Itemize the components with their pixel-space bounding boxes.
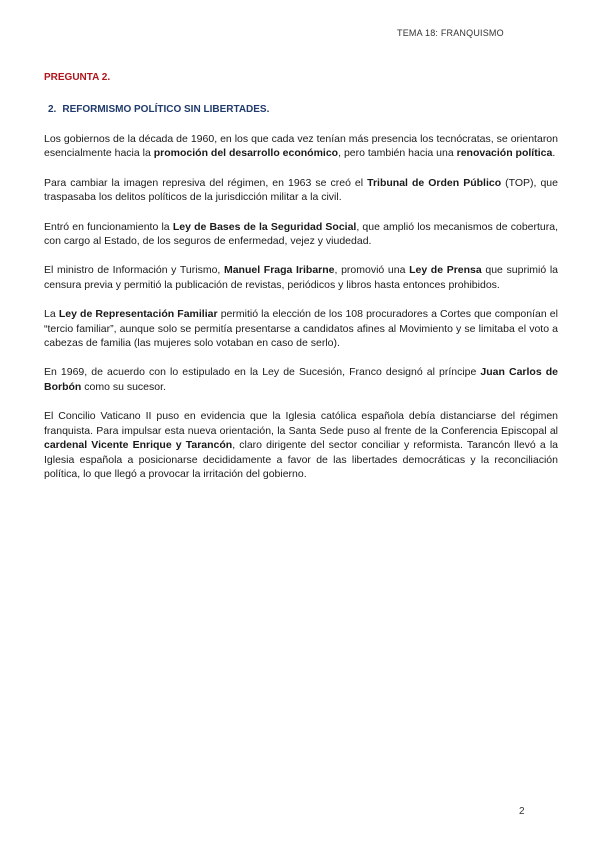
section-number: 2. (48, 104, 57, 115)
paragraph-representacion-familiar (44, 307, 558, 350)
bold-term: Ley de Prensa (409, 264, 482, 277)
text-run: El Concilio Vaticano II puso en evidencia que la Iglesia católica española debía distanciarse del régimen franquista. Para impulsar esta nueva orientación, la Santa Sede puso al frente de la Conferencia Episcopal al (44, 410, 558, 437)
text-run: que suprimió la censura previa y permitió la publicación de revistas, periódicos y libros hasta entonces prohibidos. (44, 264, 559, 291)
document-body (44, 132, 558, 496)
bold-term: Ley de Bases de la Seguridad Social (172, 220, 357, 233)
text-run: , pero también hacia una (338, 147, 457, 160)
paragraph-sucesion (44, 365, 558, 394)
text-run: , que amplió los mecanismos de cobertura, con cargo al Estado, de los seguros de enfermedad, vejez y viudedad. (44, 220, 559, 248)
section-heading (48, 104, 269, 115)
section-title: REFORMISMO POLÍTICO SIN LIBERTADES. (62, 104, 270, 115)
paragraph-seguridad-social (44, 220, 558, 249)
paragraph-desarrollo (44, 132, 558, 161)
text-run: (TOP), que traspasaba los delitos políticos de la jurisdicción militar a la civil. (44, 176, 558, 204)
text-run: . (552, 147, 556, 160)
bold-term: Manuel Fraga Iribarne (223, 264, 335, 277)
question-label: PREGUNTA 2. (44, 72, 111, 83)
text-run: Los gobiernos de la década de 1960, en los que cada vez tenían más presencia los tecnócratas, se orientaron esencialmente hacia la (44, 133, 558, 160)
text-run: El ministro de Información y Turismo, (44, 264, 224, 277)
bold-term: promoción del desarrollo económico (153, 147, 339, 160)
paragraph-top (44, 176, 558, 205)
page-number: 2 (519, 806, 525, 817)
page-header: TEMA 18: FRANQUISMO (397, 28, 504, 38)
bold-term: Tribunal de Orden Público (367, 176, 502, 189)
text-run: Para cambiar la imagen represiva del régimen, en 1963 se creó el (44, 176, 368, 189)
bold-term: Juan Carlos de Borbón (44, 366, 559, 393)
text-run: , promovió una (334, 264, 410, 277)
paragraph-ley-prensa (44, 263, 558, 292)
text-run: permitió la elección de los 108 procuradores a Cortes que componían el “tercio familiar”, aunque solo se permitía presentarse a candidatos afines al Movimiento y se limitaba el voto a cabezas de familia (las mujeres solo votaban en caso de serlo). (44, 308, 558, 350)
bold-term: Ley de Representación Familiar (58, 308, 218, 321)
text-run: Entró en funcionamiento la (44, 220, 173, 233)
text-run: La (44, 308, 59, 321)
text-run: como su sucesor. (81, 380, 166, 393)
text-run: , claro dirigente del sector conciliar y reformista. Tarancón llevó a la Iglesia española a posicionarse decididamente a favor de las libertades democráticas y la reconciliación política, lo que llegó a provocar la irritación del gobierno. (44, 439, 558, 480)
bold-term: cardenal Vicente Enrique y Tarancón (44, 439, 233, 452)
paragraph-iglesia (44, 409, 558, 481)
text-run: En 1969, de acuerdo con lo estipulado en la Ley de Sucesión, Franco designó al príncipe (44, 366, 481, 379)
bold-term: renovación política (456, 147, 553, 160)
